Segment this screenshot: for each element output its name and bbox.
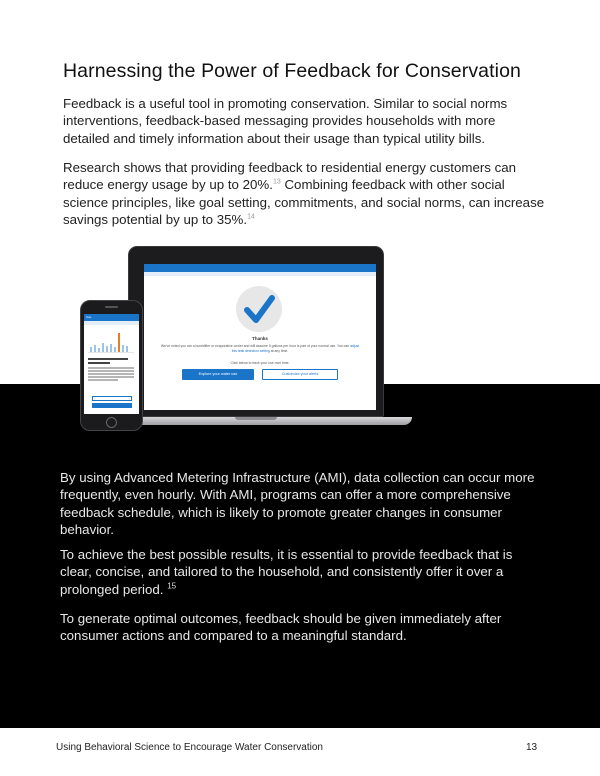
phone-tabs: [84, 321, 139, 325]
footnote-15: 15: [167, 581, 177, 591]
check-icon: [236, 286, 282, 332]
page-title: Harnessing the Power of Feedback for Conservation: [63, 60, 521, 82]
optimal-outcomes-paragraph: To generate optimal outcomes, feedback should be given immediately after consumer actions and compared to a meaningful standard.: [60, 611, 502, 644]
phone-text-line: [88, 373, 134, 375]
research-text-a: Research shows that providing feedback to residential energy customers can reduce energy usage by up to 20%.: [63, 160, 517, 193]
phone-secondary-button[interactable]: [92, 396, 132, 401]
phone-chart-bar: [102, 343, 104, 352]
phone-chart-bar: [126, 346, 128, 352]
screen-thanks: Thanks: [252, 336, 268, 341]
phone-chart-bar: [114, 347, 116, 352]
research-paragraph: [63, 159, 545, 228]
phone-chart-bar: [110, 344, 112, 352]
phone-speaker: [105, 306, 118, 308]
footnote-14: 14: [247, 213, 255, 221]
footnote-13: 13: [272, 178, 281, 186]
phone-chart-bar: [122, 345, 124, 352]
phone-text-line: [88, 379, 118, 381]
best-results-paragraph: [60, 546, 545, 598]
laptop-screen: [144, 264, 376, 410]
customize-alerts-button[interactable]: Customize your alerts: [262, 369, 338, 380]
phone-primary-button[interactable]: [92, 403, 132, 408]
page-number: 13: [526, 742, 538, 753]
phone-text-line: [88, 358, 128, 360]
leak-setting-link[interactable]: adjust this leak detection setting: [231, 344, 360, 353]
phone-chart-bar: [118, 333, 120, 352]
phone-chart-bar: [106, 346, 108, 352]
checkmark-icon: [236, 286, 282, 332]
intro-paragraph: Feedback is a useful tool in promoting conservation. Similar to social norms interventions, feedback-based messaging provides households with more detailed and timely information about their usage than typical utility bills.: [63, 96, 508, 146]
screen-click-below: Click below to track your use over time.: [230, 361, 290, 365]
phone-text-line: [88, 362, 110, 364]
laptop-lid: [128, 246, 384, 417]
phone-chart-bar: [98, 348, 100, 352]
screen-subheader: [144, 272, 376, 276]
laptop-notch: [235, 417, 277, 420]
phone-mockup: [80, 300, 143, 431]
phone-screen: [84, 314, 139, 414]
phone-usage-chart: [84, 327, 139, 355]
phone-header-bar: Use: [84, 314, 139, 321]
explore-water-use-button[interactable]: Explore your water use: [182, 369, 254, 380]
best-results-text: To achieve the best possible results, it is essential to provide feedback that is clear, concise, and tailored to the household, and consistently offer it over a prolonged period.: [60, 547, 513, 597]
footer-title: Using Behavioral Science to Encourage Water Conservation: [56, 742, 323, 753]
screen-message-pre: We've noted you ran a humidifier or evaporative cooler and will assume 5 gallons per hour is part of your normal use. You can: [160, 344, 351, 348]
ami-paragraph: By using Advanced Metering Infrastructure (AMI), data collection can occur more frequently, even hourly. With AMI, programs can offer a more comprehensive feedback schedule, which is likely to promote greater changes in consumer behavior.: [60, 470, 535, 537]
phone-text-line: [88, 376, 134, 378]
phone-chart-bar: [90, 347, 92, 352]
phone-home-button: [106, 417, 117, 428]
screen-header-bar: [144, 264, 376, 272]
screen-message-post: at any time.: [269, 348, 289, 353]
phone-text-line: [88, 370, 134, 372]
phone-chart-bar: [94, 345, 96, 352]
laptop-mockup: [100, 246, 445, 431]
phone-text-line: [88, 367, 134, 369]
screen-message: [158, 344, 362, 353]
research-text-b: Combining feedback with other social science principles, like goal setting, commitments, and social norms, can increase savings potential by up to 35%.: [63, 177, 545, 227]
